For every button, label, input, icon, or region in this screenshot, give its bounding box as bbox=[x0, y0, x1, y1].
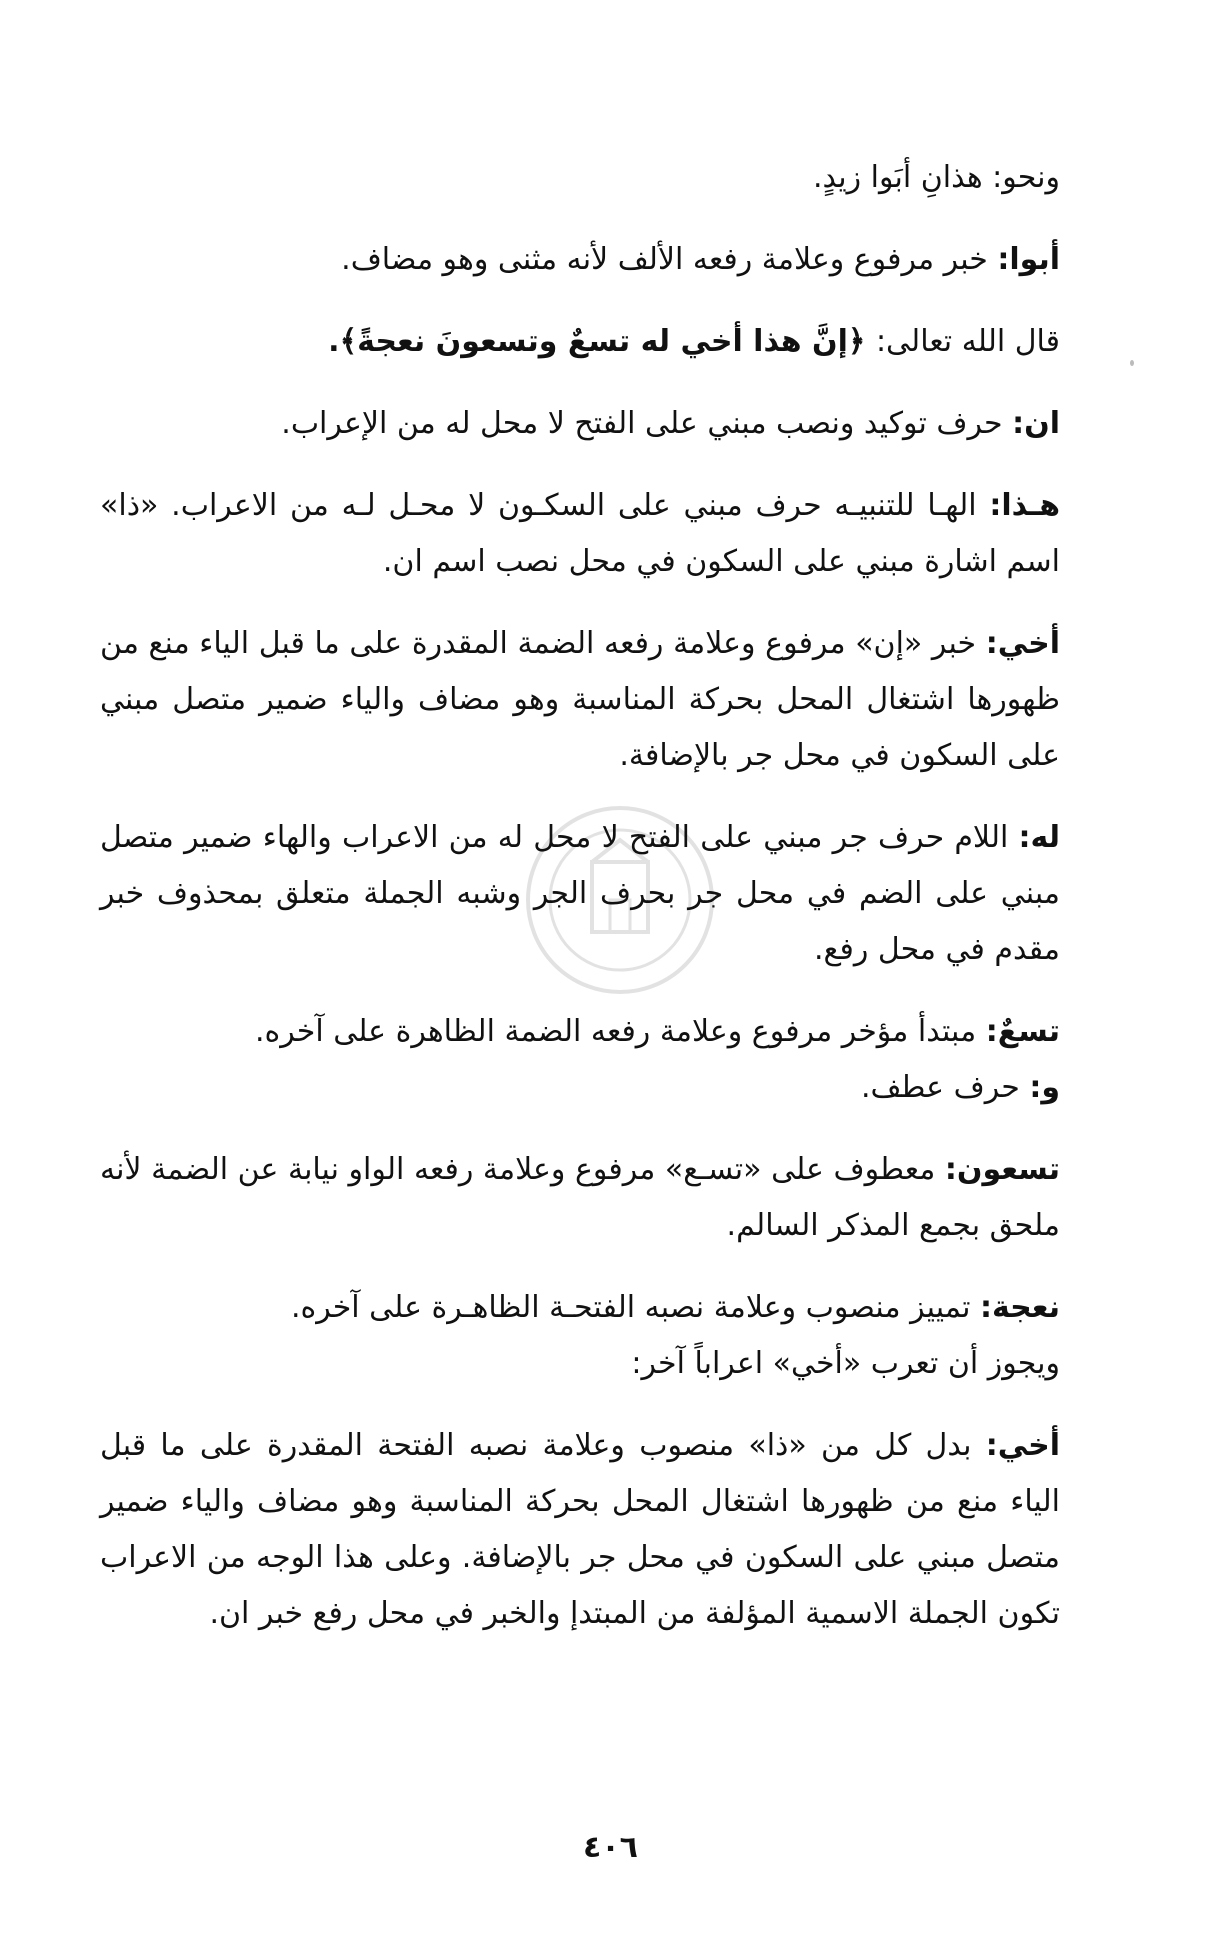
paragraph bbox=[100, 616, 1060, 784]
paragraph-text: حرف عطف. bbox=[860, 1070, 1030, 1105]
paragraph-text: حرف توكيد ونصب مبني على الفتح لا محل له من الإعراب. bbox=[281, 406, 1013, 441]
paragraph bbox=[100, 1004, 1060, 1060]
grammar-term: و: bbox=[1029, 1070, 1060, 1105]
paragraph-text: ويجوز أن تعرب «أخي» اعراباً آخر: bbox=[631, 1346, 1060, 1381]
paragraph-text: خبر «إن» مرفوع وعلامة رفعه الضمة المقدرة على ما قبل الياء منع من ظهورها اشتغال المحل بحركة المناسبة وهو مضاف والياء ضمير متصل مبني على السكون في محل جر بالإضافة. bbox=[100, 626, 1060, 773]
paragraph bbox=[100, 1060, 1060, 1116]
paragraph bbox=[100, 232, 1060, 288]
quran-verse-paragraph bbox=[100, 314, 1060, 370]
paragraph-text: اللام حرف جر مبني على الفتح لا محل له من الاعراب والهاء ضمير متصل مبني على الضم في محل جر بحرف الجر وشبه الجملة متعلق بمحذوف خبر مقدم في محل رفع. bbox=[100, 820, 1060, 967]
paragraph-text: بدل كل من «ذا» منصوب وعلامة نصبه الفتحة المقدرة على ما قبل الياء منع من ظهورها اشتغال المحل بحركة المناسبة وهو مضاف والياء ضمير متصل مبني على السكون في محل جر بالإضافة. وعلى هذا الوجه من الاعراب تكون الجملة الاسمية المؤلفة من المبتدإ والخبر في محل رفع خبر ان. bbox=[100, 1428, 1060, 1631]
paragraph bbox=[100, 1418, 1060, 1642]
paragraph-text: خبر مرفوع وعلامة رفعه الألف لأنه مثنى وهو مضاف. bbox=[341, 242, 998, 277]
grammar-term: تسعون: bbox=[944, 1152, 1060, 1187]
paragraph bbox=[100, 1142, 1060, 1254]
grammar-term: هـذا: bbox=[989, 488, 1060, 523]
paragraph bbox=[100, 810, 1060, 978]
paragraph-text: ونحو: هذانِ أبَوا زيدٍ. bbox=[813, 160, 1060, 195]
grammar-term: تسعٌ: bbox=[985, 1014, 1060, 1049]
verse-intro: قال الله تعالى: bbox=[875, 324, 1060, 359]
page-number: ٤٠٦ bbox=[583, 1830, 638, 1865]
paragraph-text: مبتدأ مؤخر مرفوع وعلامة رفعه الضمة الظاهرة على آخره. bbox=[255, 1014, 986, 1049]
document-body bbox=[100, 150, 1060, 1668]
grammar-term: ان: bbox=[1012, 406, 1060, 441]
paragraph bbox=[100, 150, 1060, 206]
paragraph bbox=[100, 478, 1060, 590]
paragraph-text: معطوف على «تسـع» مرفوع وعلامة رفعه الواو نيابة عن الضمة لأنه ملحق بجمع المذكر السالم. bbox=[100, 1152, 1060, 1243]
paragraph bbox=[100, 396, 1060, 452]
grammar-term: أبوا: bbox=[997, 242, 1060, 277]
scan-speck bbox=[1130, 360, 1134, 366]
grammar-term: نعجة: bbox=[979, 1290, 1060, 1325]
paragraph bbox=[100, 1280, 1060, 1336]
quran-verse: ﴿إنَّ هذا أخي له تسعٌ وتسعونَ نعجةً﴾. bbox=[328, 324, 876, 359]
grammar-term: أخي: bbox=[985, 626, 1060, 661]
grammar-term: أخي: bbox=[985, 1428, 1060, 1463]
paragraph-text: تمييز منصوب وعلامة نصبه الفتحـة الظاهـرة على آخره. bbox=[290, 1290, 980, 1325]
grammar-term: له: bbox=[1018, 820, 1060, 855]
paragraph-text: الهـا للتنبيـه حرف مبني على السكـون لا محـل لـه من الاعراب. «ذا» اسم اشارة مبني على السكون في محل نصب اسم ان. bbox=[100, 488, 1060, 579]
paragraph bbox=[100, 1336, 1060, 1392]
